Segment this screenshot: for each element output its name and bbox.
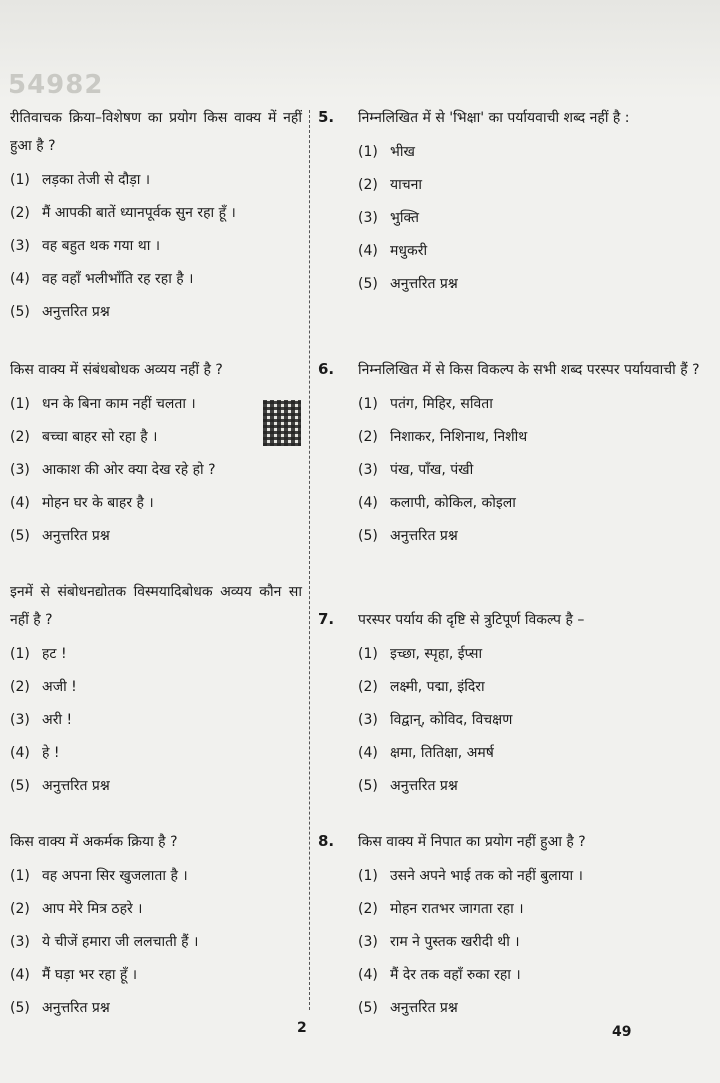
option[interactable]: (1) धन के बिना काम नहीं चलता । [10,396,196,412]
option[interactable]: (1) इच्छा, स्पृहा, ईप्सा [358,646,483,662]
question-text: किस वाक्य में निपात का प्रयोग नहीं हुआ है ? [358,834,586,850]
option[interactable]: (3) राम ने पुस्तक खरीदी थी । [358,934,520,950]
option[interactable]: (2) आप मेरे मित्र ठहरे । [10,901,143,917]
option[interactable]: (2) याचना [358,177,423,193]
page-number: 2 [297,1020,307,1036]
options-list [358,860,713,1025]
option[interactable]: (2) अजी ! [10,679,77,695]
question-3 [10,578,302,803]
option[interactable]: (4) कलापी, कोकिल, कोइला [358,495,516,511]
option[interactable]: (5) अनुत्तरित प्रश्न [358,1000,458,1016]
option[interactable]: (3) अरी ! [10,712,73,728]
column-divider [309,110,310,1010]
question-text: किस वाक्य में संबंधबोधक अव्यय नहीं है ? [10,362,223,378]
options-list [10,638,302,803]
option[interactable]: (4) वह वहाँ भलीभाँति रह रहा है । [10,271,194,287]
option[interactable]: (2) बच्चा बाहर सो रहा है । [10,429,158,445]
question-7 [318,606,713,803]
option[interactable]: (5) अनुत्तरित प्रश्न [10,528,110,544]
option[interactable]: (3) भुक्ति [358,210,419,226]
sheet-number: 49 [612,1024,632,1040]
option[interactable]: (4) मैं देर तक वहाँ रुका रहा । [358,967,521,983]
option[interactable]: (3) ये चीजें हमारा जी ललचाती हैं । [10,934,199,950]
option[interactable]: (1) लड़का तेजी से दौड़ा । [10,172,151,188]
option[interactable]: (5) अनुत्तरित प्रश्न [10,778,110,794]
question-text: परस्पर पर्याय की दृष्टि से त्रुटिपूर्ण विकल्प है – [358,612,585,628]
option[interactable]: (1) भीख [358,144,415,160]
question-number: 6. [318,360,335,378]
option[interactable]: (2) मोहन रातभर जागता रहा । [358,901,524,917]
question-text: किस वाक्य में अकर्मक क्रिया है ? [10,834,178,850]
option[interactable]: (1) पतंग, मिहिर, सविता [358,396,493,412]
question-4 [10,828,302,1025]
option[interactable]: (3) वह बहुत थक गया था । [10,238,161,254]
options-list [358,388,713,553]
question-number: 7. [318,610,335,628]
question-text: इनमें से संबोधनद्योतक विस्मयादिबोधक अव्यय कौन सा नहीं है ? [10,584,302,628]
option[interactable]: (4) मैं घड़ा भर रहा हूँ । [10,967,138,983]
option[interactable]: (5) अनुत्तरित प्रश्न [10,1000,110,1016]
question-5 [318,104,713,301]
option[interactable]: (4) मोहन घर के बाहर है । [10,495,154,511]
question-text: रीतिवाचक क्रिया–विशेषण का प्रयोग किस वाक्य में नहीं हुआ है ? [10,110,302,154]
option[interactable]: (3) पंख, पाँख, पंखी [358,462,474,478]
option[interactable]: (3) विद्वान्, कोविद, विचक्षण [358,712,513,728]
option[interactable]: (1) हट ! [10,646,67,662]
option[interactable]: (2) निशाकर, निशिनाथ, निशीथ [358,429,528,445]
paper-code: 54982 [8,70,104,100]
option[interactable]: (5) अनुत्तरित प्रश्न [358,778,458,794]
option[interactable]: (1) उसने अपने भाई तक को नहीं बुलाया । [358,868,583,884]
option[interactable]: (2) मैं आपकी बातें ध्यानपूर्वक सुन रहा हूँ । [10,205,236,221]
question-1 [10,104,302,329]
option[interactable]: (2) लक्ष्मी, पद्मा, इंदिरा [358,679,485,695]
question-8 [318,828,713,1025]
option[interactable]: (5) अनुत्तरित प्रश्न [358,528,458,544]
options-list [10,388,302,553]
option[interactable]: (5) अनुत्तरित प्रश्न [358,276,458,292]
options-list [358,136,713,301]
question-text: निम्नलिखित में से 'भिक्षा' का पर्यायवाची शब्द नहीं है : [358,110,630,126]
question-number: 5. [318,108,335,126]
option[interactable]: (4) हे ! [10,745,60,761]
option[interactable]: (3) आकाश की ओर क्या देख रहे हो ? [10,462,216,478]
faded-header-area [0,0,720,100]
question-6 [318,356,713,553]
option[interactable]: (4) मधुकरी [358,243,428,259]
question-2 [10,356,302,553]
options-list [10,164,302,329]
question-text: निम्नलिखित में से किस विकल्प के सभी शब्द परस्पर पर्यायवाची हैं ? [358,362,700,378]
options-list [10,860,302,1025]
option[interactable]: (5) अनुत्तरित प्रश्न [10,304,110,320]
options-list [358,638,713,803]
option[interactable]: (1) वह अपना सिर खुजलाता है । [10,868,188,884]
question-number: 8. [318,832,335,850]
option[interactable]: (4) क्षमा, तितिक्षा, अमर्ष [358,745,494,761]
